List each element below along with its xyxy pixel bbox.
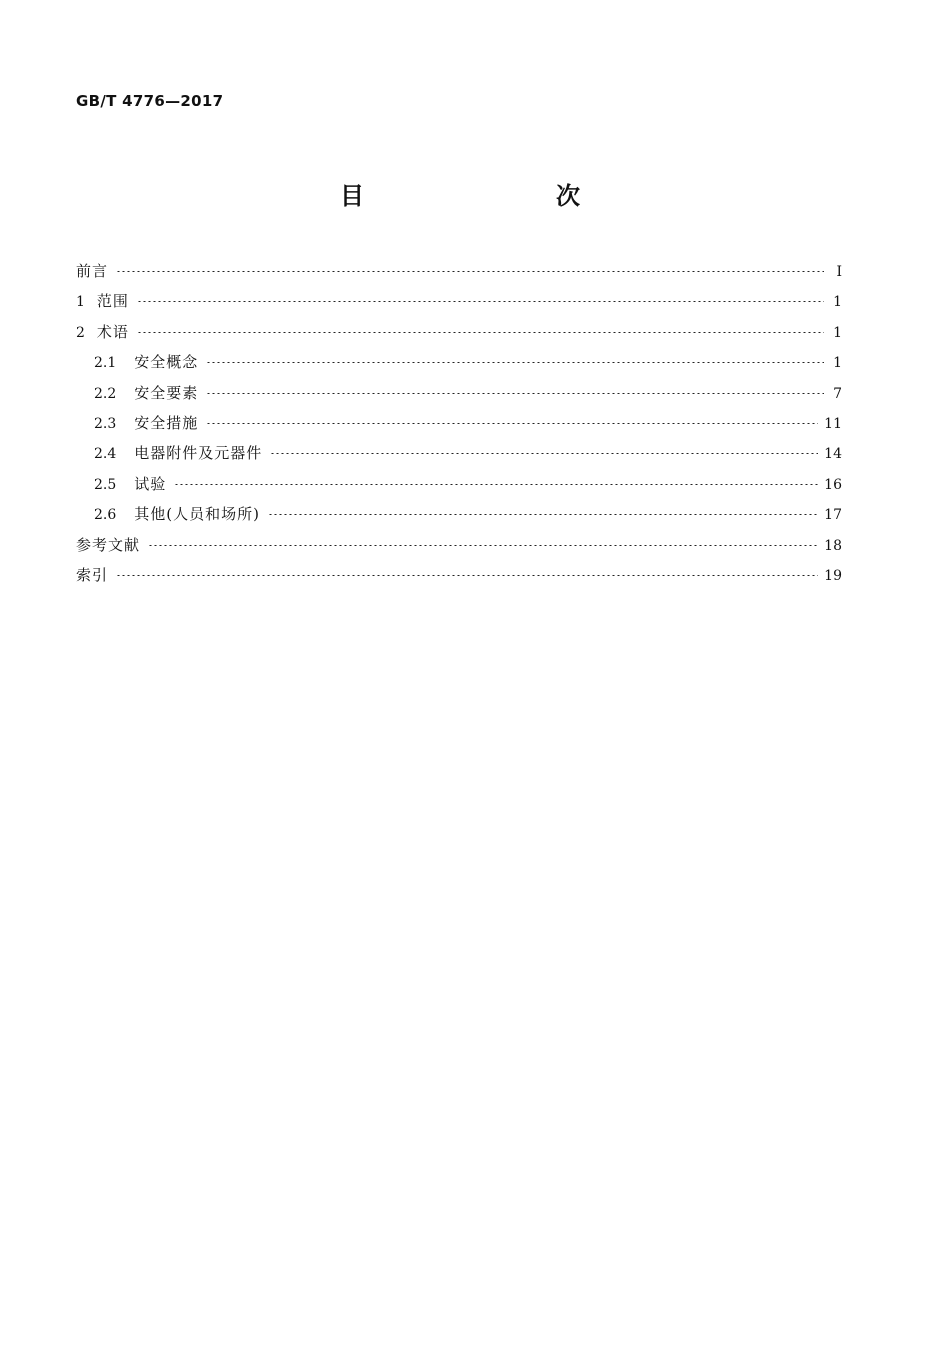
toc-entry-label: 试验 xyxy=(134,474,167,493)
toc-entry-2-5[interactable] xyxy=(76,469,842,499)
toc-entry-label: 参考文献 xyxy=(76,535,141,554)
toc-entry-label: 范围 xyxy=(96,292,129,311)
toc-entry-label: 索引 xyxy=(76,565,109,584)
toc-entry-label: 其他(人员和场所) xyxy=(134,505,260,524)
toc-entry-label: 术语 xyxy=(96,322,129,341)
toc-entry-number: 2.5 xyxy=(94,476,117,493)
toc-entry-label: 电器附件及元器件 xyxy=(134,444,263,463)
toc-entry-number: 2 xyxy=(76,324,85,341)
dot-leader xyxy=(116,271,824,272)
toc-entry-label: 前言 xyxy=(76,262,109,280)
toc-entry-scope[interactable] xyxy=(76,286,842,316)
toc-entry-page: 1 xyxy=(833,294,842,311)
toc-entry-page: 7 xyxy=(833,385,842,402)
toc-entry-page: 19 xyxy=(824,567,842,584)
dot-leader xyxy=(206,393,824,394)
toc-entry-page: 1 xyxy=(833,355,842,372)
toc-entry-references[interactable] xyxy=(76,530,842,560)
toc-entry-2-1[interactable] xyxy=(76,347,842,377)
toc-entry-index[interactable] xyxy=(76,560,842,590)
dot-leader xyxy=(268,514,818,515)
toc-entry-page: 18 xyxy=(824,537,842,554)
toc-entry-terms[interactable] xyxy=(76,317,842,347)
toc-entry-2-6[interactable] xyxy=(76,499,842,529)
dot-leader xyxy=(206,423,818,424)
toc-entry-label: 安全要素 xyxy=(134,383,199,402)
toc-entry-2-3[interactable] xyxy=(76,408,842,438)
toc-title: 目 次 xyxy=(340,182,628,210)
toc-entry-label: 安全措施 xyxy=(134,413,199,432)
dot-leader xyxy=(148,545,818,546)
toc-entry-2-4[interactable] xyxy=(76,438,842,468)
toc-entry-number: 1 xyxy=(76,294,85,311)
dot-leader xyxy=(174,484,818,485)
toc-entry-number: 2.2 xyxy=(94,385,117,402)
standard-code: GB/T 4776—2017 xyxy=(76,92,224,110)
dot-leader xyxy=(270,453,818,454)
toc-entry-number: 2.3 xyxy=(94,415,117,432)
dot-leader xyxy=(116,575,818,576)
dot-leader xyxy=(137,332,824,333)
toc-entry-page: 1 xyxy=(833,324,842,341)
toc-entry-page: Ⅰ xyxy=(836,264,842,280)
toc-entry-page: 14 xyxy=(824,446,842,463)
dot-leader xyxy=(137,301,824,302)
toc-entry-number: 2.6 xyxy=(94,507,117,524)
toc-entry-number: 2.1 xyxy=(94,355,117,372)
table-of-contents xyxy=(76,256,842,590)
toc-entry-page: 17 xyxy=(824,507,842,524)
dot-leader xyxy=(206,362,824,363)
toc-entry-number: 2.4 xyxy=(94,446,117,463)
toc-entry-preface[interactable] xyxy=(76,256,842,286)
toc-entry-page: 11 xyxy=(824,415,842,432)
toc-entry-page: 16 xyxy=(824,476,842,493)
toc-entry-label: 安全概念 xyxy=(134,353,199,372)
toc-entry-2-2[interactable] xyxy=(76,378,842,408)
